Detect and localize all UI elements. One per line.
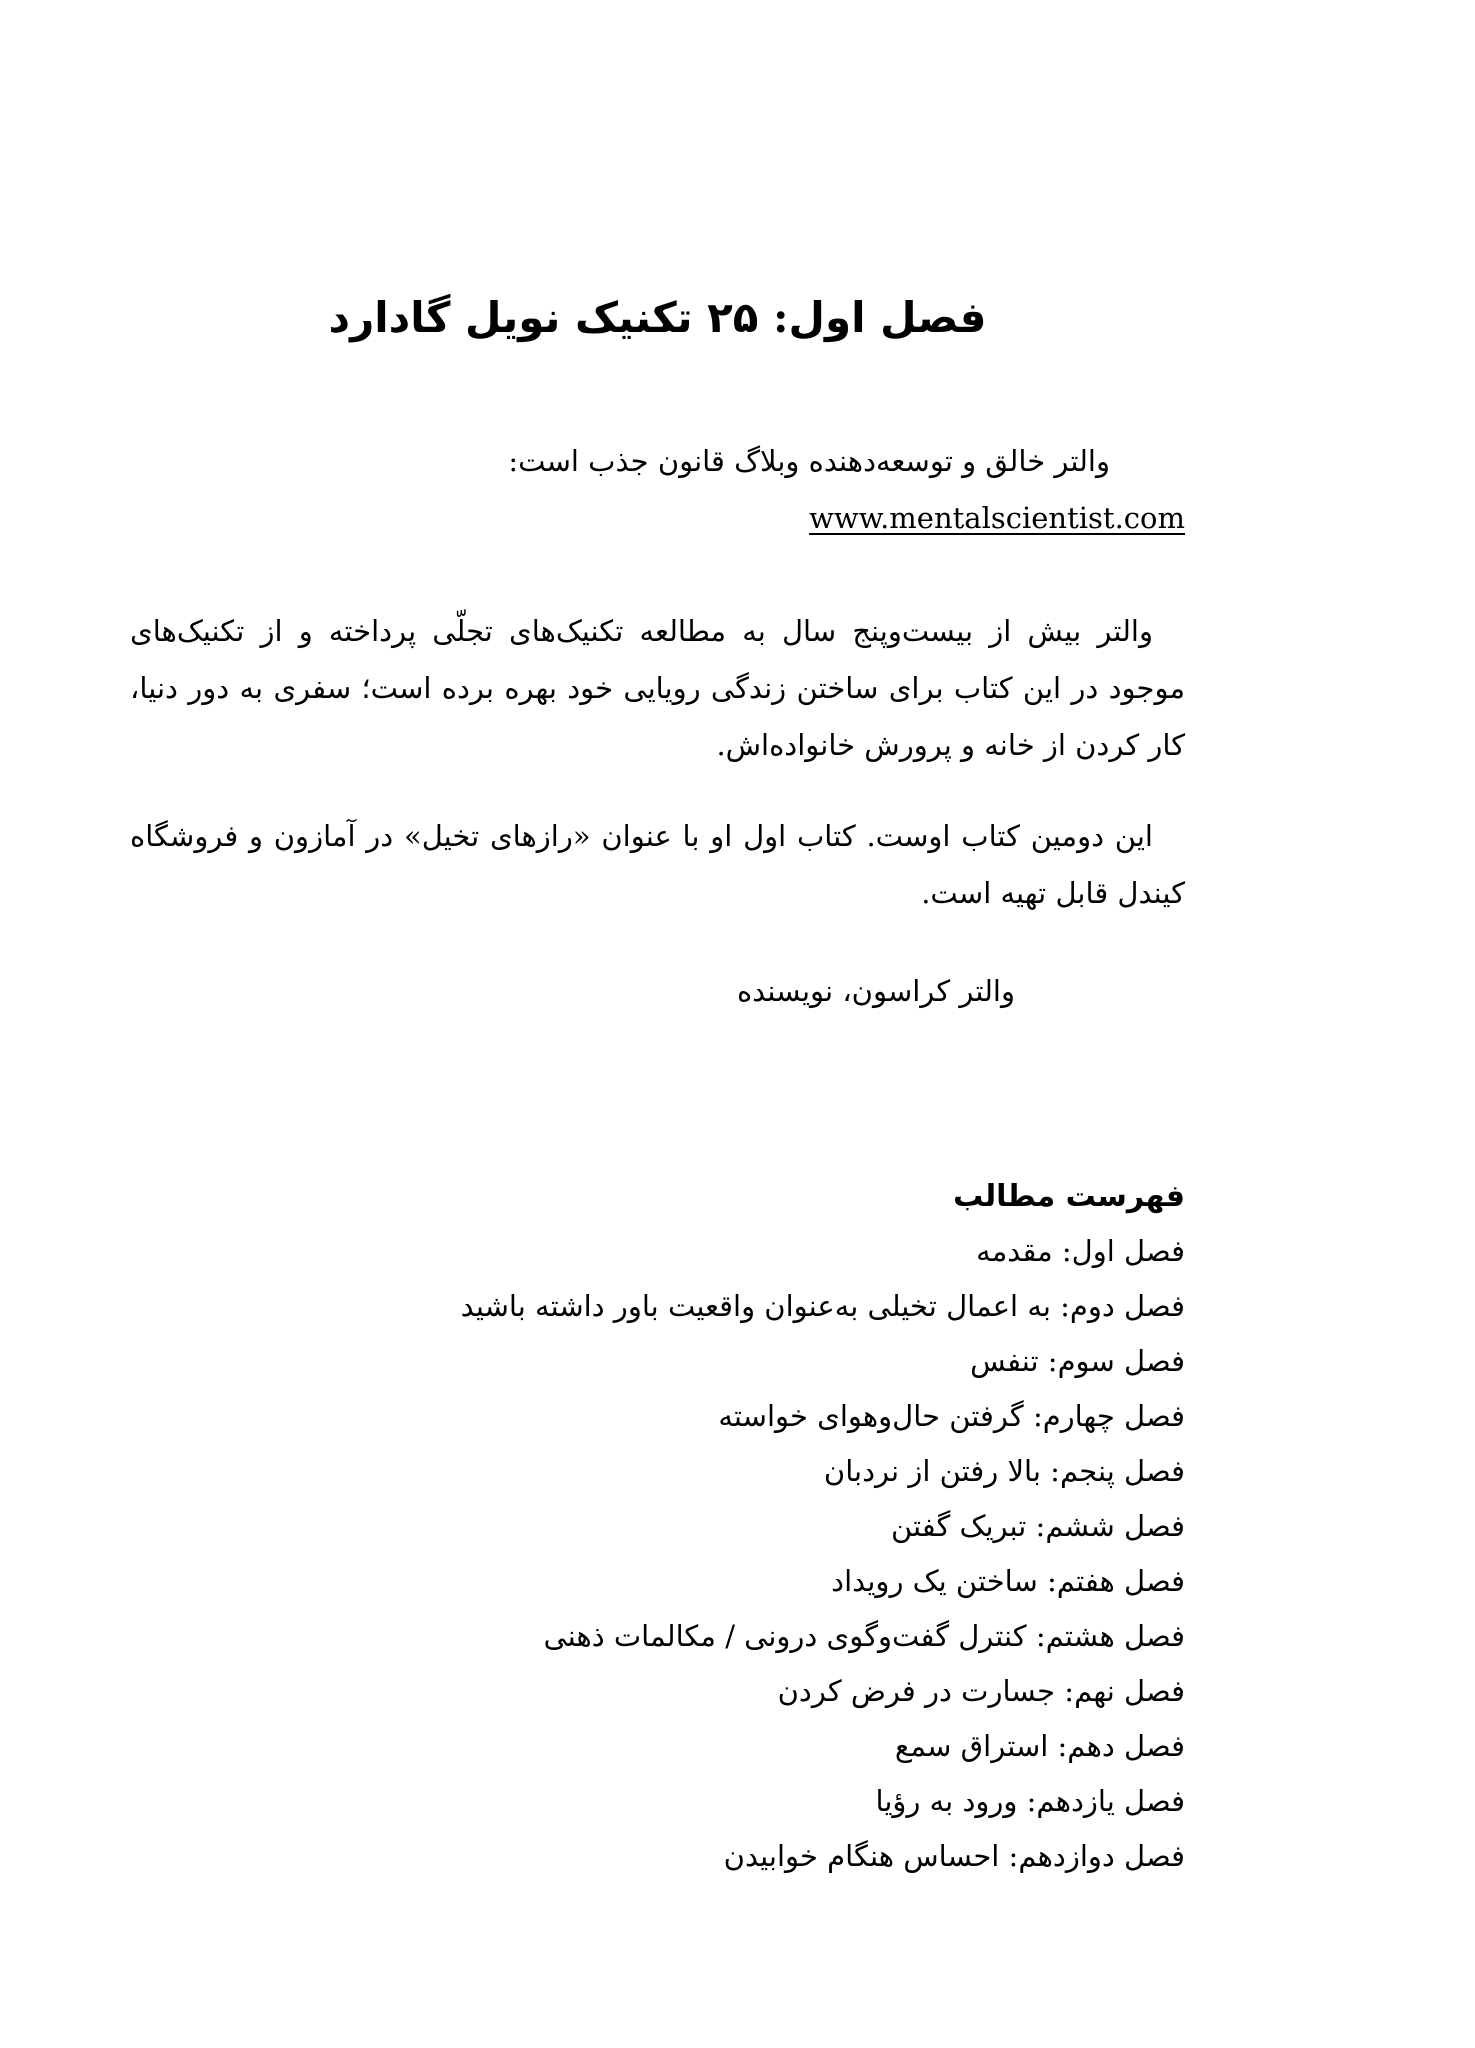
- toc-item-8: فصل هشتم: کنترل گفت‌وگوی درونی / مکالمات ذهنی: [543, 1619, 1185, 1653]
- toc-header: فهرست مطالب: [953, 1179, 1185, 1214]
- toc-item-10: فصل دهم: استراق سمع: [894, 1729, 1185, 1763]
- toc-item-9: فصل نهم: جسارت در فرض کردن: [777, 1674, 1185, 1708]
- toc-item-2: فصل دوم: به اعمال تخیلی به‌عنوان واقعیت باور داشته باشید: [460, 1289, 1185, 1323]
- toc-item-6: فصل ششم: تبریک گفتن: [890, 1509, 1185, 1543]
- toc-item-5: فصل پنجم: بالا رفتن از نردبان: [823, 1454, 1185, 1488]
- table-of-contents: [130, 1169, 1185, 1884]
- toc-item-3: فصل سوم: تنفس: [970, 1344, 1185, 1378]
- intro-paragraph: [130, 433, 1185, 547]
- toc-item-7: فصل هفتم: ساختن یک رویداد: [831, 1564, 1185, 1598]
- website-link[interactable]: www.mentalscientist.com: [809, 501, 1185, 535]
- author-line: والتر کراسون، نویسنده: [736, 974, 1015, 1008]
- intro-text: والتر خالق و توسعه‌دهنده وبلاگ قانون جذب است:: [508, 444, 1110, 478]
- toc-item-4: فصل چهارم: گرفتن حال‌وهوای خواسته: [718, 1399, 1185, 1433]
- toc-item-11: فصل یازدهم: ورود به رؤیا: [875, 1784, 1185, 1818]
- bio-paragraph: والتر بیش از بیست‌وپنج سال به مطالعه تکنیک‌های تجلّی پرداخته و از تکنیک‌های موجود در این کتاب برای ساختن زندگی رویایی خود بهره برده است؛ سفری به دور دنیا، کار کردن از خانه و پرورش خانواده‌اش.: [130, 614, 1185, 762]
- toc-item-1: فصل اول: مقدمه: [976, 1234, 1185, 1268]
- book-paragraph: این دومین کتاب اوست. کتاب اول او با عنوان «رازهای تخیل» در آمازون و فروشگاه کیندل قابل تهیه است.: [130, 819, 1185, 910]
- page-title: فصل اول: ۲۵ تکنیک نویل گادارد: [328, 293, 987, 342]
- toc-item-12: فصل دوازدهم: احساس هنگام خوابیدن: [723, 1839, 1185, 1873]
